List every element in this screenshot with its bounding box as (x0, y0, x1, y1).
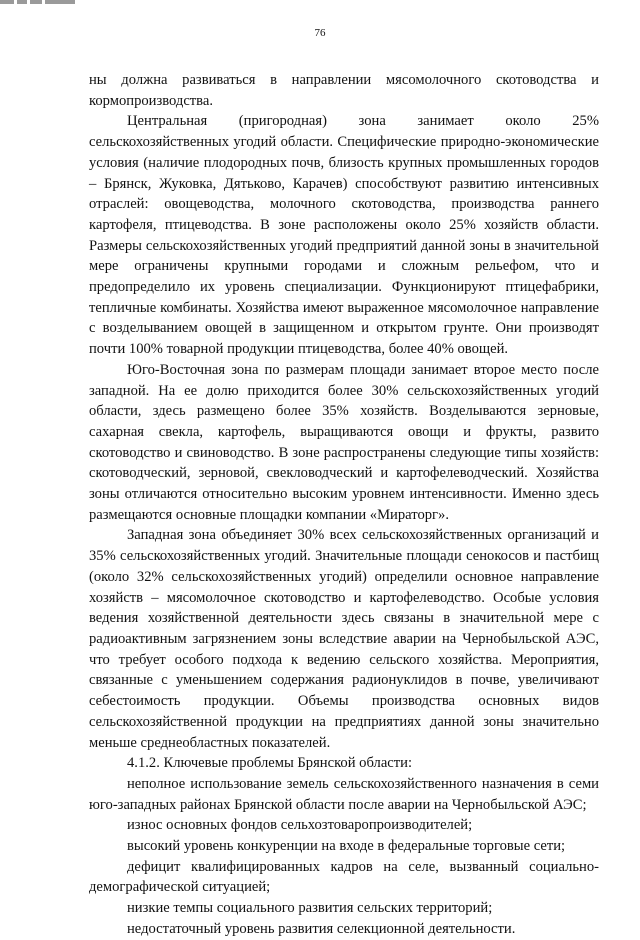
list-item: недостаточный уровень развития селекционной деятельности. (127, 920, 516, 937)
section-heading: 4.1.2. Ключевые проблемы Брянской области: (127, 755, 413, 772)
paragraph-western-zone: Западная зона объединяет 30% всех сельскохозяйственных организаций и 35% сельскохозяйственных угодий. Значительные площади сенокосов и пастбищ (около 32% сельскохозяйственных угодий) определили основное направление хозяйств – мясомолочное скотоводство и картофелеводство. Особые условия ведения хозяйственной деятельности здесь связаны в значительной мере с радиоактивным загрязнением зоны вследствие аварии на Чернобыльской АЭС, что требует особого подхода к ведению сельского хозяйства. Мероприятия, связанные с уменьшением содержания радионуклидов в почве, увеличивают себестоимость продукции. Объемы производства основных видов сельскохозяйственной продукции на предприятиях данной зоны значительно меньше среднеобластных показателей. (89, 527, 599, 751)
list-item: высокий уровень конкуренции на входе в федеральные торговые сети; (127, 838, 566, 855)
page-number: 76 (314, 27, 326, 39)
paragraph-continuation: ны должна развиваться в направлении мясомолочного скотоводства и кормопроизводства. (89, 72, 599, 109)
list-item: неполное использование земель сельскохозяйственного назначения в семи юго-западных районах Брянской области после аварии на Чернобыльской АЭС; (89, 775, 599, 813)
scan-artifact (0, 0, 75, 4)
list-item: износ основных фондов сельхозтоваропроизводителей; (127, 817, 473, 834)
document-body (89, 70, 599, 940)
paragraph-southeast-zone: Юго-Восточная зона по размерам площади занимает второе место после западной. На ее долю приходится более 30% сельскохозяйственных угодий области, здесь размещено более 35% хозяйств. Возделываются зерновые, сахарная свекла, картофель, выращиваются овощи и фрукты, развито скотоводство и свиноводство. В зоне распространены следующие типы хозяйств: скотоводческий, зерновой, свекловодческий и картофелеводческий. Хозяйства зоны отличаются относительно высоким уровнем интенсивности. Именно здесь размещаются основные площадки компании «Мираторг». (89, 361, 599, 523)
list-item: дефицит квалифицированных кадров на селе, вызванный социально-демографической ситуацией; (89, 858, 599, 896)
list-item: низкие темпы социального развития сельских территорий; (127, 900, 493, 917)
paragraph-central-zone: Центральная (пригородная) зона занимает около 25% сельскохозяйственных угодий области. Специфические природно-экономические условия (наличие плодородных почв, близость крупных промышленных городов – Брянск, Жуковка, Дятьково, Карачев) способствуют развитию интенсивных отраслей: овощеводства, молочного скотоводства, производства раннего картофеля, птицеводства. В зоне расположены около 25% хозяйств области. Размеры сельскохозяйственных угодий предприятий данной зоны в значительной мере ограничены крупными городами и сложным рельефом, что и предопределило их уровень специализации. Функционируют птицефабрики, тепличные комбинаты. Хозяйства имеют выраженное мясомолочное направление с возделыванием овощей в защищенном и открытом грунте. Они производят почти 100% товарной продукции птицеводства, более 40% овощей. (89, 113, 599, 358)
